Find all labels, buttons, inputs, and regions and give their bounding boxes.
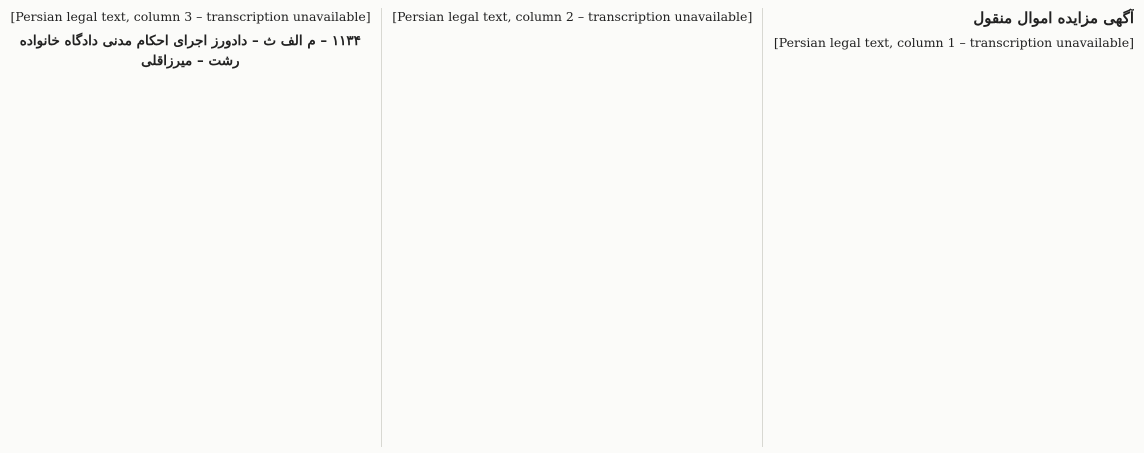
- notice-column-1: [773, 8, 1134, 447]
- notice-paragraph: [Persian legal text, column 3 – transcription unavailable]: [10, 9, 371, 24]
- notice-title: آگهی مزایده اموال منقول: [973, 9, 1134, 27]
- notice-column-2: [392, 8, 764, 447]
- notice-paragraph: [Persian legal text, column 1 – transcription unavailable]: [773, 34, 1134, 50]
- notice-paragraph: [Persian legal text, column 2 – transcription unavailable]: [392, 9, 753, 24]
- notice-signature: ۱۱۳۴ – م الف ث – دادورز اجرای احکام مدنی دادگاه خانواده رشت – میرزاقلی: [19, 33, 361, 69]
- notice-column-3: [10, 8, 382, 447]
